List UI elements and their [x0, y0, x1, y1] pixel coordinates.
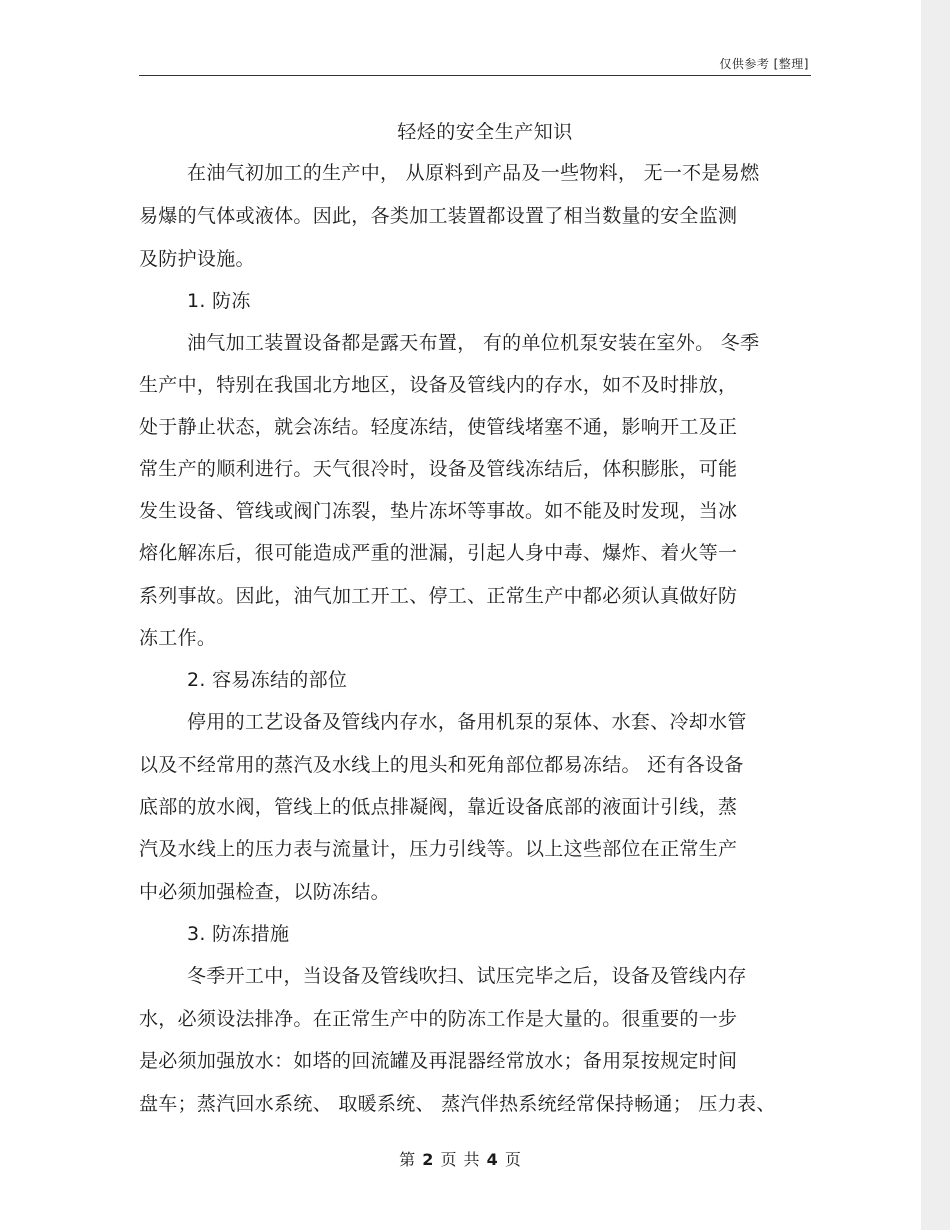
paragraph-line: 停用的工艺设备及管线内存水，备用机泵的泵体、水套、冷却水管	[187, 711, 747, 733]
document-title: 轻烃的安全生产知识	[397, 121, 573, 143]
paragraph-line: 底部的放水阀，管线上的低点排凝阀，靠近设备底部的液面计引线，蒸	[139, 796, 738, 818]
paragraph-line: 是必须加强放水：如塔的回流罐及再混器经常放水；备用泵按规定时间	[139, 1050, 738, 1072]
paragraph-line: 易爆的气体或液体。因此，各类加工装置都设置了相当数量的安全监测	[139, 205, 738, 227]
paragraph-line: 系列事故。因此，油气加工开工、停工、正常生产中都必须认真做好防	[139, 585, 738, 607]
paragraph-line: 汽及水线上的压力表与流量计，压力引线等。以上这些部位在正常生产	[139, 838, 738, 860]
paragraph-line: 盘车；蒸汽回水系统、 取暖系统、 蒸汽伴热系统经常保持畅通； 压力表、	[139, 1093, 776, 1115]
total-page-count: 4	[486, 1150, 499, 1169]
header-rule	[139, 75, 811, 76]
page-footer	[0, 1147, 921, 1170]
section-heading: 3. 防冻措施	[187, 923, 290, 945]
header-note: 仅供参考 [整理]	[719, 57, 809, 71]
paragraph-line: 冻工作。	[139, 627, 217, 649]
section-heading: 2. 容易冻结的部位	[187, 669, 348, 691]
paragraph-line: 处于静止状态，就会冻结。轻度冻结，使管线堵塞不通，影响开工及正	[139, 416, 738, 438]
paragraph-line: 水，必须设法排净。在正常生产中的防冻工作是大量的。很重要的一步	[139, 1008, 738, 1030]
paragraph-line: 发生设备、管线或阀门冻裂，垫片冻坏等事故。如不能及时发现，当冰	[139, 500, 738, 522]
paragraph-line: 油气加工装置设备都是露天布置， 有的单位机泵安装在室外。 冬季	[187, 332, 760, 354]
paragraph-line: 以及不经常用的蒸汽及水线上的甩头和死角部位都易冻结。 还有各设备	[139, 754, 744, 776]
paragraph-line: 冬季开工中，当设备及管线吹扫、试压完毕之后，设备及管线内存	[187, 965, 747, 987]
paragraph-line: 生产中，特别在我国北方地区，设备及管线内的存水，如不及时排放，	[139, 374, 738, 396]
current-page-number: 2	[422, 1150, 435, 1169]
paragraph-line: 熔化解冻后，很可能造成严重的泄漏，引起人身中毒、爆炸、着火等一	[139, 542, 738, 564]
paragraph-line: 中必须加强检查，以防冻结。	[139, 881, 390, 903]
paragraph-line: 及防护设施。	[139, 248, 255, 270]
footer-prefix: 第	[399, 1150, 417, 1169]
paragraph-line: 常生产的顺利进行。天气很冷时，设备及管线冻结后，体积膨胀，可能	[139, 458, 738, 480]
footer-middle: 页 共	[440, 1150, 481, 1169]
paragraph-line: 在油气初加工的生产中， 从原料到产品及一些物料， 无一不是易燃	[187, 162, 760, 184]
footer-suffix: 页	[504, 1150, 522, 1169]
section-heading: 1. 防冻	[187, 290, 251, 312]
